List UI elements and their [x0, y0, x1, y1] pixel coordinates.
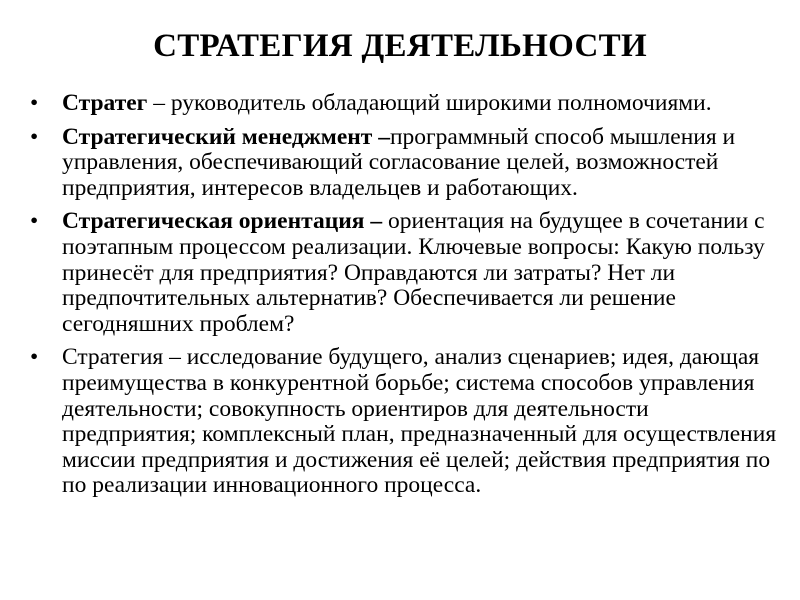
term-strategic-management: Стратегический менеджмент –: [62, 123, 390, 150]
bullet-marker: •: [30, 90, 39, 116]
definition-strateg: – руководитель обладающий широкими полномочиями.: [147, 90, 712, 116]
definition-strategic-orientation: ориентация на будущее в сочетании с поэтапным процессом реализации. Ключевые вопросы: Какую пользу принесёт для предприятия? Оправдаются ли затраты? Нет ли предпочтительных альтернатив? Обеспечивается ли решение сегодняшних проблем?: [62, 208, 765, 337]
term-strategic-orientation: Стратегическая ориентация –: [62, 208, 383, 235]
bullet-marker: •: [30, 208, 39, 235]
term-strateg: Стратег: [62, 90, 148, 116]
bullet-item-strategic-management: [30, 123, 778, 202]
bullet-item-strategy: [30, 344, 778, 499]
bullet-list: [30, 90, 778, 507]
definition-strategy: Стратегия – исследование будущего, анализ сценариев; идея, дающая преимущества в конкурентной борьбе; система способов управления деятельности; совокупность ориентиров для деятельности предприятия; комплексный план, предназначенный для осуществления миссии предприятия и достижения её целей; действия предприятия по по реализации инновационного процесса.: [62, 344, 777, 499]
bullet-item-strateg: [30, 90, 778, 117]
slide-title: СТРАТЕГИЯ ДЕЯТЕЛЬНОСТИ: [153, 28, 647, 64]
bullet-marker: •: [30, 344, 39, 371]
bullet-item-strategic-orientation: [30, 208, 778, 337]
definition-strategic-management: программный способ мышления и управления, обеспечивающий согласование целей, возможностей предприятия, интересов владельцев и работающих.: [62, 123, 736, 201]
bullet-marker: •: [30, 123, 39, 150]
